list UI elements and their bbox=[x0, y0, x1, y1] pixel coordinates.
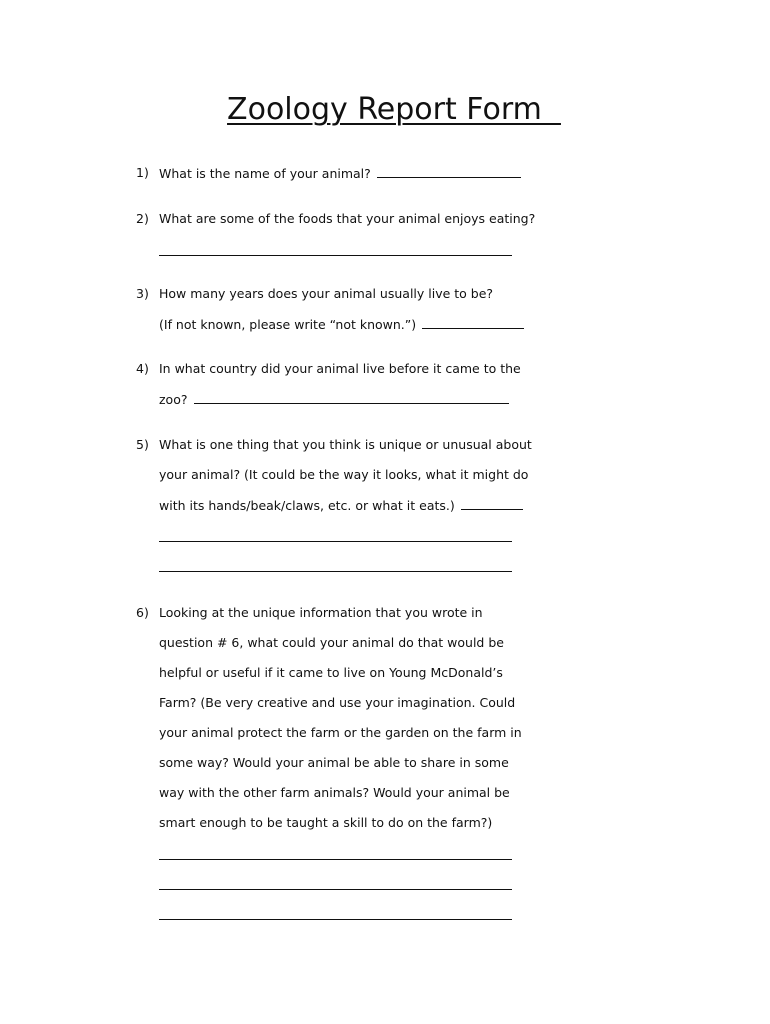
answer-line-5b[interactable] bbox=[159, 571, 512, 572]
question-1-number: 1) bbox=[136, 165, 149, 180]
question-5-text-3: with its hands/beak/claws, etc. or what it eats.) bbox=[159, 498, 455, 513]
form-title: Zoology Report Form bbox=[227, 92, 561, 127]
question-4-text-2: zoo? bbox=[159, 392, 188, 407]
question-5-number: 5) bbox=[136, 437, 149, 452]
answer-blank-5[interactable] bbox=[461, 497, 523, 510]
question-6-line-4: Farm? (Be very creative and use your imagination. Could bbox=[159, 695, 516, 710]
question-6-line-5: your animal protect the farm or the garden on the farm in bbox=[159, 725, 522, 740]
question-1-text: What is the name of your animal? bbox=[159, 166, 371, 181]
question-6-line-2: question # 6, what could your animal do that would be bbox=[159, 635, 504, 650]
question-4-number: 4) bbox=[136, 361, 149, 376]
question-3-number: 3) bbox=[136, 286, 149, 301]
question-6-line-1: Looking at the unique information that you wrote in bbox=[159, 605, 483, 620]
question-1-line-1 bbox=[159, 165, 521, 182]
answer-blank-3[interactable] bbox=[422, 316, 524, 329]
question-5-line-1: What is one thing that you think is unique or unusual about bbox=[159, 437, 532, 452]
question-6-line-3: helpful or useful if it came to live on Young McDonald’s bbox=[159, 665, 503, 680]
question-2-line-1: What are some of the foods that your animal enjoys eating? bbox=[159, 211, 536, 226]
question-5-line-2: your animal? (It could be the way it looks, what it might do bbox=[159, 467, 529, 482]
answer-line-6b[interactable] bbox=[159, 889, 512, 890]
question-5-line-3 bbox=[159, 497, 523, 514]
question-4-line-2 bbox=[159, 391, 509, 408]
question-4-line-1: In what country did your animal live before it came to the bbox=[159, 361, 521, 376]
question-6-number: 6) bbox=[136, 605, 149, 620]
question-6-line-7: way with the other farm animals? Would your animal be bbox=[159, 785, 510, 800]
question-3-line-1: How many years does your animal usually live to be? bbox=[159, 286, 494, 301]
answer-blank-1[interactable] bbox=[377, 165, 521, 178]
question-3-line-2 bbox=[159, 316, 524, 333]
question-6-line-6: some way? Would your animal be able to share in some bbox=[159, 755, 509, 770]
answer-line-6c[interactable] bbox=[159, 919, 512, 920]
answer-line-2[interactable] bbox=[159, 255, 512, 256]
question-3-text-2: (If not known, please write “not known.”) bbox=[159, 317, 417, 332]
question-6-line-8: smart enough to be taught a skill to do on the farm?) bbox=[159, 815, 493, 830]
answer-blank-4[interactable] bbox=[194, 391, 509, 404]
answer-line-6a[interactable] bbox=[159, 859, 512, 860]
answer-line-5a[interactable] bbox=[159, 541, 512, 542]
question-2-number: 2) bbox=[136, 211, 149, 226]
